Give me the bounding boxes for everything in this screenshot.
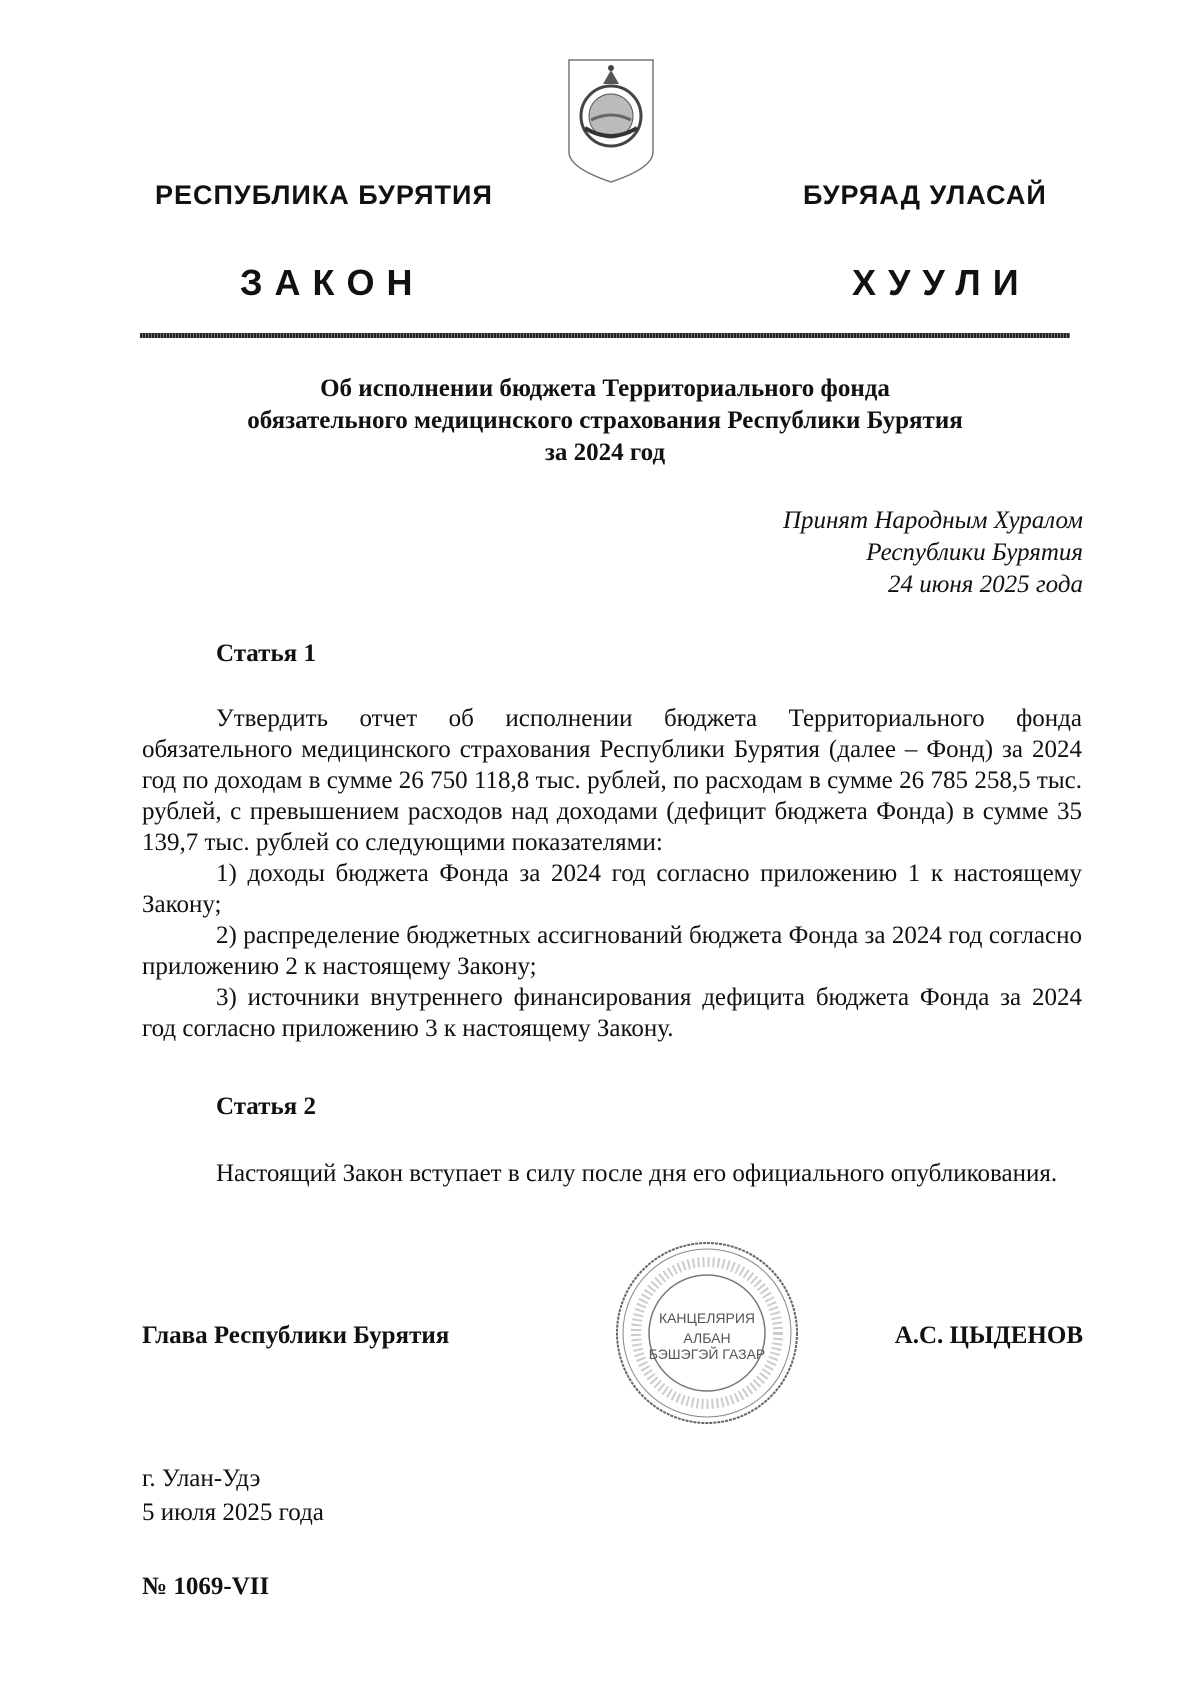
signatory-position: Глава Республики Бурятия <box>142 1322 450 1349</box>
article-2-body <box>142 1158 1082 1189</box>
paragraph: 3) источники внутреннего финансирования дефицита бюджета Фонда за 2024 год согласно приложению 3 к настоящему Закону. <box>142 984 1082 1042</box>
header-republic-ru: РЕСПУБЛИКА БУРЯТИЯ <box>155 180 493 210</box>
place-and-date <box>142 1462 324 1530</box>
paragraph: Настоящий Закон вступает в силу после дня его официального опубликования. <box>216 1160 1058 1187</box>
adoption-line: 24 июня 2025 года <box>888 571 1083 598</box>
law-number: № 1069-VII <box>142 1573 270 1600</box>
paragraph: 2) распределение бюджетных ассигнований бюджета Фонда за 2024 год согласно приложению 2 к настоящему Закону; <box>142 922 1082 980</box>
doc-type-bua: ХУУЛИ <box>852 262 1031 303</box>
seal-text: АЛБАН <box>683 1330 731 1346</box>
paragraph: 1) доходы бюджета Фонда за 2024 год согласно приложению 1 к настоящему Закону; <box>142 860 1082 918</box>
law-title <box>140 373 1070 469</box>
adoption-line: Республики Бурятия <box>866 539 1083 566</box>
doc-type-ru: ЗАКОН <box>240 262 425 303</box>
title-line: Об исполнении бюджета Территориального фонда <box>320 375 890 402</box>
signatory-name: А.С. ЦЫДЕНОВ <box>894 1322 1083 1349</box>
paragraph: Утвердить отчет об исполнении бюджета Территориального фонда обязательного медицинского страхования Республики Бурятия (далее – Фонд) за 2024 год по доходам в сумме 26 750 118,8 тыс. рублей, по расходам в сумме 26 785 258,5 тыс. рублей, с превышением расходов над доходами (дефицит бюджета Фонда) в сумме 35 139,7 тыс. рублей со следующими показателями: <box>142 705 1082 856</box>
place: г. Улан-Удэ <box>142 1465 261 1492</box>
title-line: за 2024 год <box>544 439 666 466</box>
title-line: обязательного медицинского страхования Республики Бурятия <box>247 407 963 434</box>
article-1-heading: Статья 1 <box>216 640 316 667</box>
signing-date: 5 июля 2025 года <box>142 1499 324 1526</box>
coat-of-arms-emblem <box>565 56 657 186</box>
seal-text: БЭШЭГЭЙ ГАЗАР <box>648 1346 766 1362</box>
header-divider <box>140 333 1070 338</box>
article-2-heading: Статья 2 <box>216 1093 316 1120</box>
adoption-note <box>783 505 1083 601</box>
header-republic-bua: БУРЯАД УЛАСАЙ <box>803 180 1047 210</box>
seal-text: КАНЦЕЛЯРИЯ <box>658 1310 756 1326</box>
adoption-line: Принят Народным Хуралом <box>782 507 1083 534</box>
official-seal <box>612 1238 802 1428</box>
article-1-body <box>142 703 1082 1044</box>
